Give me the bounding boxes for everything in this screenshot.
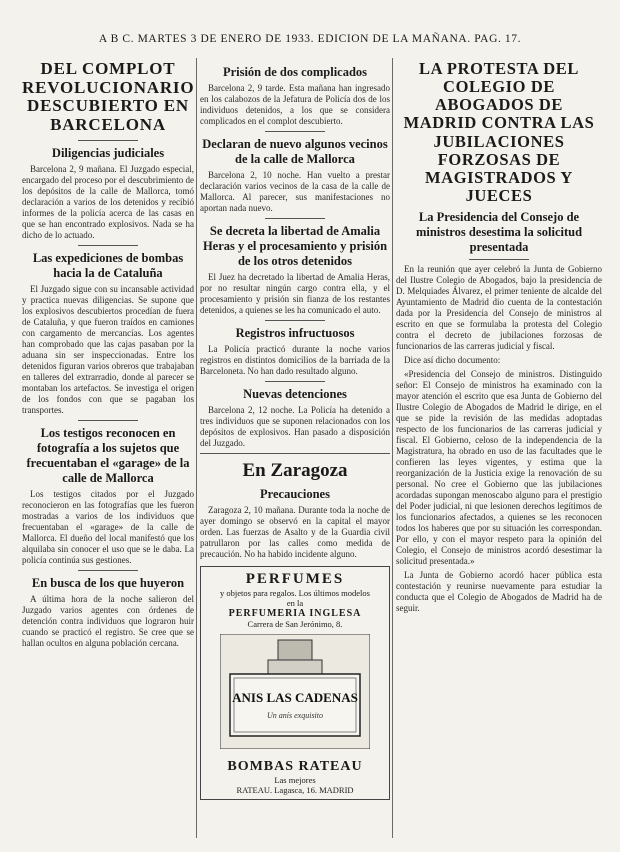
column-rule-right <box>392 58 393 838</box>
column-right <box>396 60 602 842</box>
subhead-presidencia: La Presidencia del Consejo de ministros desestima la solicitud presentada <box>415 210 583 255</box>
subhead-expediciones: Las expediciones de bombas hacia la de Cataluña <box>32 250 184 280</box>
subhead-libertad: Se decreta la libertad de Amalia Heras y el procesamiento y prisión de los otros detenidos <box>202 224 388 268</box>
column-left <box>22 60 194 842</box>
ad-shop-address: Carrera de San Jerónimo, 8. <box>247 619 343 629</box>
column-middle <box>200 60 390 842</box>
divider <box>78 245 138 246</box>
article-paragraph-3: «Presidencia del Consejo de ministros. Distinguido señor: El Consejo de ministros ha examinado con la mayor atención el escrito que esa Junta de Gobierno del Ilustre Colegio de Abogados de Madrid le dirige, en el que se pide la revisión de las medidas adoptadas respecto de los funcionarios de las carreras judicial y fiscal. El Gobierno, celoso de la independencia de la Magistratura, ha obrado en uso de las facultades que le confieren las leyes vigentes, y estima que la reorganización de la Justicia exige la renovación de su personal. No cree el Gobierno que las jubilaciones acordadas supongan menoscabo alguno para el prestigio del Poder judicial, ni que lesionen derechos legítimos de los funcionarios afectados, a quienes se les reconocen todos los haberes que por su situación les correspondan. Por ello, y con el mayor respeto para la opinión del Colegio, el Consejo de ministros acordó desestimar la solicitud presentada.» <box>396 369 602 567</box>
subhead-registros: Registros infructuosos <box>235 326 355 340</box>
article-declaran: Barcelona 2, 10 noche. Han vuelto a prestar declaración varios vecinos de la casa de la calle de Mallorca. Al parecer, sus manifestaciones no aportan nada nuevo. <box>200 170 390 213</box>
ad-perfumes-line1: y objetos para regalos. Los últimos modelos <box>220 588 370 598</box>
divider <box>265 320 325 321</box>
headline-abogados: LA PROTESTA DEL COLEGIO DE ABOGADOS DE MADRID CONTRA LAS JUBILACIONES FORZOSAS DE MAGISTRADOS Y JUECES <box>403 60 595 205</box>
subhead-testigos: Los testigos reconocen en fotografía a los sujetos que frecuentaban el «garage» de la calle de Mallorca <box>26 425 190 485</box>
divider <box>78 420 138 421</box>
article-detenciones: Barcelona 2, 12 noche. La Policía ha detenido a tres individuos que se suponen relacionados con los depósitos de explosivos. Han pasado a disposición del Juzgado. <box>200 405 390 448</box>
article-libertad: El Juez ha decretado la libertad de Amalia Heras, por no resultar ningún cargo contra ella, y el procesamiento y prisión sin fianza de los restantes detenidos, a quienes se les ha comunicado el auto. <box>200 272 390 315</box>
article-diligencias: Barcelona 2, 9 mañana. El Juzgado especial, encargado del proceso por el descubrimiento de los depósitos de la calle de Mallorca, tomó declaración a varios de los detenidos y recibió informes de la policía acerca de las casas en que se han encontrado explosivos. Nada se ha dicho de lo actuado. <box>22 163 194 240</box>
headline-complot: DEL COMPLOT REVOLUCIONARIO DESCUBIERTO EN BARCELONA <box>22 60 194 135</box>
article-zaragoza: Zaragoza 2, 10 mañana. Durante toda la noche de ayer domingo se observó en la capital el mayor orden. Las fuerzas de Asalto y de la Guardia civil patrullaron por las calles como medida de precaución. No ha habido incidente alguno. <box>200 505 390 559</box>
subhead-huyeron: En busca de los que huyeron <box>31 575 185 590</box>
article-paragraph-2: Dice así dicho documento: <box>404 355 501 366</box>
article-huyeron: A última hora de la noche salieron del Juzgado varios agentes con órdenes de detención contra individuos que lograron huir cuando se practicó el registro. Se cree que se hallan ocultos en alguna población cercana. <box>22 593 194 648</box>
ad-bombas-note: Las mejores <box>274 775 316 785</box>
subhead-diligencias: Diligencias judiciales <box>51 145 165 160</box>
article-expediciones: El Juzgado sigue con su incansable actividad y practica nuevas diligencias. Se supone que los explosivos descubiertos procedían de fuera de Cataluña, y que fueron traídos en camiones con cargamento de mercancías. Los agentes han comprobado que las cajas pasaban por la aduana sin ser inspeccionadas. Entre los detenidos figuran varios obreros que trabajaban en talleres del extrarradio, donde al parecer se montaban los artefactos. Se investiga el origen de los fondos con que se pagaban los transportes. <box>22 283 194 415</box>
divider <box>265 381 325 382</box>
page-folio: A B C. MARTES 3 DE ENERO DE 1933. EDICION DE LA MAÑANA. PAG. 17. <box>98 33 522 45</box>
article-testigos: Los testigos citados por el Juzgado reconocieron en las fotografías que les fueron mostradas a varios de los individuos que frecuentaban el «garage» de la calle de Mallorca. El dueño del local manifestó que los alquilaba sin conocer el uso que se le daba. La policía continúa sus gestiones. <box>22 488 194 565</box>
divider <box>265 218 325 219</box>
ad-bombas-address: RATEAU. Lagasca, 16. MADRID <box>236 785 354 795</box>
anis-brand-tagline: Un anís exquisito <box>267 711 323 720</box>
ad-perfumes-line2: en la <box>286 598 304 608</box>
ad-perfumes-title: PERFUMES <box>245 571 345 587</box>
article-prision: Barcelona 2, 9 tarde. Esta mañana han ingresado en los calabozos de la Jefatura de Policía dos de los individuos detenidos, a los que se considera complicados en el complot descubierto. <box>200 83 390 126</box>
ad-bombas-title: BOMBAS RATEAU <box>227 759 363 774</box>
article-registros: La Policía practicó durante la noche varios registros en distintos domicilios de la barriada de la Barceloneta. No han dado resultado alguno. <box>200 344 390 376</box>
article-paragraph-1: En la reunión que ayer celebró la Junta de Gobierno del Ilustre Colegio de Abogados, bajo la presidencia de D. Melquiades Álvarez, el primer teniente de alcalde del Ayuntamiento de Madrid dio cuenta de la contestación dada por la Presidencia del Consejo de ministros al escrito en que se formulaba la protesta del Colegio contra el decreto de jubilaciones forzosas de funcionarios de las carreras judicial y fiscal. <box>396 264 602 352</box>
subhead-declaran: Declaran de nuevo algunos vecinos de la calle de Mallorca <box>202 137 388 166</box>
advertisement <box>200 566 390 800</box>
subhead-detenciones: Nuevas detenciones <box>243 387 347 401</box>
subhead-precauciones: Precauciones <box>260 487 330 501</box>
article-paragraph-4: La Junta de Gobierno acordó hacer pública esta contestación y reunirse nuevamente para estudiar la conducta que el Colegio de Abogados de Madrid ha de seguir. <box>396 570 602 614</box>
divider <box>200 453 390 454</box>
anis-bottle-illustration <box>220 634 370 749</box>
anis-brand-label: ANIS LAS CADENAS <box>232 690 358 705</box>
divider <box>265 131 325 132</box>
divider <box>78 140 138 141</box>
column-rule-left <box>196 58 197 838</box>
section-zaragoza: En Zaragoza <box>242 460 348 481</box>
divider <box>78 570 138 571</box>
ad-shop-name: PERFUMERIA INGLESA <box>228 608 362 619</box>
divider <box>469 259 529 260</box>
subhead-prision: Prisión de dos complicados <box>222 65 368 79</box>
